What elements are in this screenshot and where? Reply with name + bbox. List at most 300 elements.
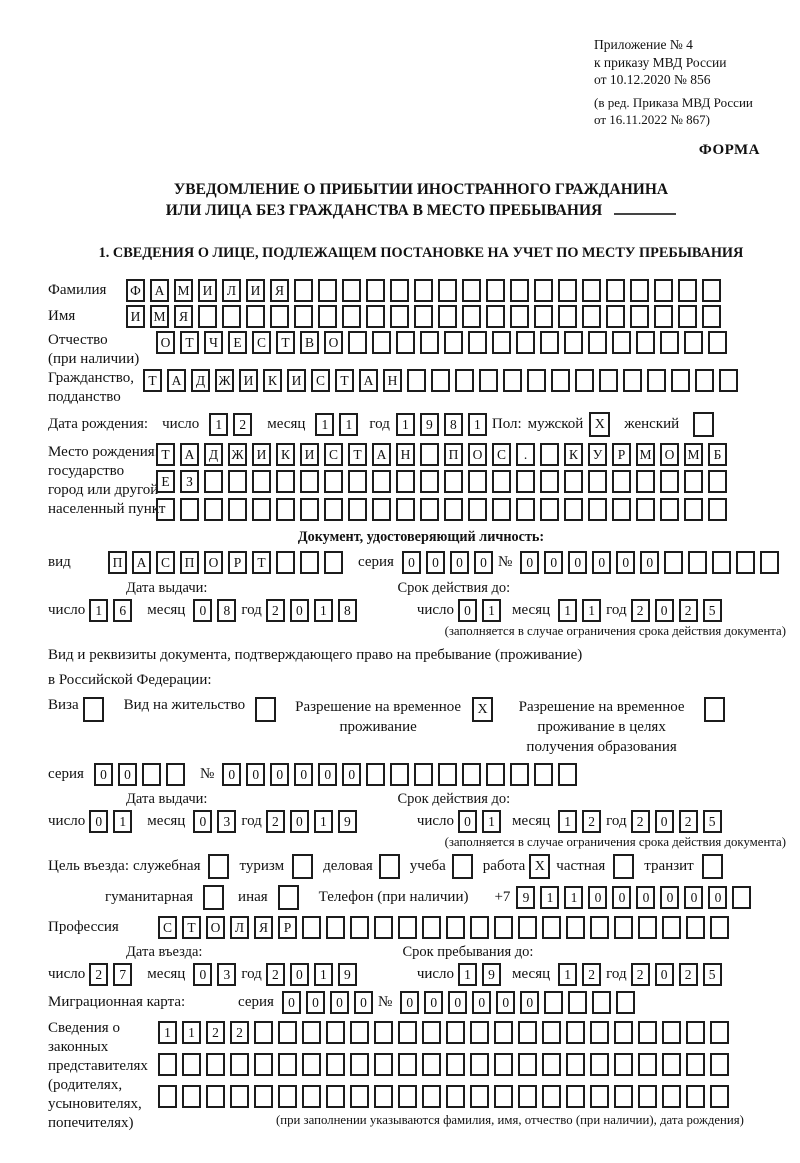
char-box[interactable]: Д	[191, 369, 210, 392]
char-box[interactable]: П	[108, 551, 127, 574]
official-checkbox[interactable]	[208, 854, 229, 879]
char-box[interactable]	[494, 916, 513, 939]
char-box[interactable]: 1	[482, 599, 501, 622]
char-box[interactable]: 1	[339, 413, 358, 436]
char-box[interactable]	[590, 916, 609, 939]
char-box[interactable]: Ж	[228, 443, 247, 466]
char-box[interactable]	[446, 1021, 465, 1044]
char-box[interactable]	[542, 1053, 561, 1076]
char-box[interactable]: А	[132, 551, 151, 574]
char-box[interactable]: 0	[684, 886, 703, 909]
char-box[interactable]	[166, 763, 185, 786]
char-box[interactable]: 0	[592, 551, 611, 574]
char-box[interactable]: 1	[564, 886, 583, 909]
char-box[interactable]	[206, 1085, 225, 1108]
char-box[interactable]: 8	[444, 413, 463, 436]
char-box[interactable]	[518, 1053, 537, 1076]
char-box[interactable]	[468, 470, 487, 493]
char-box[interactable]	[422, 1021, 441, 1044]
char-box[interactable]	[590, 1053, 609, 1076]
humanitarian-checkbox[interactable]	[203, 885, 224, 910]
char-box[interactable]	[494, 1021, 513, 1044]
char-box[interactable]: 0	[318, 763, 337, 786]
char-box[interactable]	[486, 305, 505, 328]
char-box[interactable]	[686, 1053, 705, 1076]
char-box[interactable]	[422, 1053, 441, 1076]
char-box[interactable]	[732, 886, 751, 909]
char-box[interactable]: М	[636, 443, 655, 466]
char-box[interactable]: 0	[193, 599, 212, 622]
business-checkbox[interactable]	[379, 854, 400, 879]
char-box[interactable]	[664, 551, 683, 574]
char-box[interactable]	[446, 916, 465, 939]
char-box[interactable]: К	[276, 443, 295, 466]
char-box[interactable]: Л	[222, 279, 241, 302]
char-box[interactable]	[710, 1053, 729, 1076]
char-box[interactable]	[492, 331, 511, 354]
char-box[interactable]: 0	[342, 763, 361, 786]
char-box[interactable]	[374, 916, 393, 939]
char-box[interactable]	[342, 305, 361, 328]
char-box[interactable]: 0	[496, 991, 515, 1014]
char-box[interactable]: 0	[458, 810, 477, 833]
char-box[interactable]: 5	[703, 599, 722, 622]
char-box[interactable]	[684, 498, 703, 521]
char-box[interactable]	[760, 551, 779, 574]
char-box[interactable]	[540, 443, 559, 466]
char-box[interactable]	[414, 305, 433, 328]
char-box[interactable]: Т	[143, 369, 162, 392]
other-checkbox[interactable]	[278, 885, 299, 910]
char-box[interactable]	[630, 279, 649, 302]
char-box[interactable]: 2	[631, 599, 650, 622]
char-box[interactable]	[678, 279, 697, 302]
char-box[interactable]	[612, 470, 631, 493]
char-box[interactable]: 1	[209, 413, 228, 436]
char-box[interactable]	[302, 1021, 321, 1044]
char-box[interactable]	[396, 470, 415, 493]
char-box[interactable]	[662, 916, 681, 939]
char-box[interactable]	[446, 1053, 465, 1076]
char-box[interactable]	[542, 916, 561, 939]
study-checkbox[interactable]	[452, 854, 473, 879]
char-box[interactable]	[462, 763, 481, 786]
char-box[interactable]	[710, 1085, 729, 1108]
char-box[interactable]: 0	[89, 810, 108, 833]
char-box[interactable]: 0	[588, 886, 607, 909]
char-box[interactable]: 0	[306, 991, 325, 1014]
char-box[interactable]	[270, 305, 289, 328]
char-box[interactable]: 0	[222, 763, 241, 786]
char-box[interactable]	[568, 991, 587, 1014]
char-box[interactable]: 8	[217, 599, 236, 622]
char-box[interactable]	[616, 991, 635, 1014]
char-box[interactable]: С	[252, 331, 271, 354]
char-box[interactable]	[326, 1053, 345, 1076]
female-checkbox[interactable]	[693, 412, 714, 437]
char-box[interactable]: 1	[113, 810, 132, 833]
char-box[interactable]	[606, 279, 625, 302]
char-box[interactable]	[398, 1085, 417, 1108]
char-box[interactable]	[588, 331, 607, 354]
char-box[interactable]	[318, 279, 337, 302]
residence-permit-checkbox[interactable]	[255, 697, 276, 722]
char-box[interactable]	[142, 763, 161, 786]
char-box[interactable]	[228, 470, 247, 493]
char-box[interactable]: А	[359, 369, 378, 392]
char-box[interactable]	[671, 369, 690, 392]
char-box[interactable]: С	[492, 443, 511, 466]
char-box[interactable]	[414, 279, 433, 302]
char-box[interactable]	[302, 1085, 321, 1108]
char-box[interactable]	[647, 369, 666, 392]
char-box[interactable]: 0	[612, 886, 631, 909]
char-box[interactable]	[326, 1085, 345, 1108]
char-box[interactable]: 1	[396, 413, 415, 436]
char-box[interactable]	[540, 470, 559, 493]
char-box[interactable]: А	[150, 279, 169, 302]
char-box[interactable]: 2	[679, 963, 698, 986]
char-box[interactable]: 1	[314, 963, 333, 986]
char-box[interactable]	[712, 551, 731, 574]
char-box[interactable]: 0	[520, 551, 539, 574]
char-box[interactable]: 2	[679, 599, 698, 622]
char-box[interactable]	[662, 1021, 681, 1044]
char-box[interactable]	[366, 279, 385, 302]
char-box[interactable]: И	[287, 369, 306, 392]
char-box[interactable]	[431, 369, 450, 392]
char-box[interactable]	[302, 1053, 321, 1076]
char-box[interactable]	[350, 1085, 369, 1108]
char-box[interactable]	[276, 498, 295, 521]
char-box[interactable]: 2	[230, 1021, 249, 1044]
char-box[interactable]	[510, 763, 529, 786]
char-box[interactable]	[350, 916, 369, 939]
char-box[interactable]: 2	[89, 963, 108, 986]
char-box[interactable]	[156, 498, 175, 521]
char-box[interactable]	[636, 331, 655, 354]
char-box[interactable]	[444, 470, 463, 493]
char-box[interactable]	[654, 279, 673, 302]
char-box[interactable]	[276, 470, 295, 493]
char-box[interactable]: .	[516, 443, 535, 466]
char-box[interactable]: У	[588, 443, 607, 466]
char-box[interactable]: О	[660, 443, 679, 466]
char-box[interactable]: Ж	[215, 369, 234, 392]
char-box[interactable]	[688, 551, 707, 574]
char-box[interactable]: 0	[450, 551, 469, 574]
char-box[interactable]	[486, 279, 505, 302]
char-box[interactable]: И	[198, 279, 217, 302]
char-box[interactable]	[294, 279, 313, 302]
char-box[interactable]	[558, 305, 577, 328]
char-box[interactable]	[564, 331, 583, 354]
char-box[interactable]	[479, 369, 498, 392]
char-box[interactable]: Я	[174, 305, 193, 328]
char-box[interactable]: Т	[276, 331, 295, 354]
char-box[interactable]	[446, 1085, 465, 1108]
char-box[interactable]: Ф	[126, 279, 145, 302]
char-box[interactable]	[396, 498, 415, 521]
char-box[interactable]	[372, 470, 391, 493]
char-box[interactable]: 2	[233, 413, 252, 436]
tourism-checkbox[interactable]	[292, 854, 313, 879]
char-box[interactable]	[444, 498, 463, 521]
char-box[interactable]	[422, 1085, 441, 1108]
char-box[interactable]	[614, 916, 633, 939]
char-box[interactable]	[254, 1053, 273, 1076]
char-box[interactable]	[614, 1053, 633, 1076]
temp-residence-edu-checkbox[interactable]	[704, 697, 725, 722]
char-box[interactable]	[702, 305, 721, 328]
char-box[interactable]	[503, 369, 522, 392]
char-box[interactable]	[252, 470, 271, 493]
char-box[interactable]	[407, 369, 426, 392]
char-box[interactable]: 0	[270, 763, 289, 786]
char-box[interactable]: 0	[544, 551, 563, 574]
char-box[interactable]	[518, 1085, 537, 1108]
char-box[interactable]	[180, 498, 199, 521]
char-box[interactable]: О	[204, 551, 223, 574]
char-box[interactable]	[326, 1021, 345, 1044]
char-box[interactable]	[470, 1021, 489, 1044]
char-box[interactable]: 1	[182, 1021, 201, 1044]
char-box[interactable]	[566, 1021, 585, 1044]
char-box[interactable]	[278, 1021, 297, 1044]
char-box[interactable]	[662, 1053, 681, 1076]
char-box[interactable]: 2	[266, 810, 285, 833]
char-box[interactable]: 9	[420, 413, 439, 436]
char-box[interactable]	[470, 916, 489, 939]
char-box[interactable]	[736, 551, 755, 574]
char-box[interactable]	[374, 1053, 393, 1076]
char-box[interactable]	[612, 498, 631, 521]
char-box[interactable]: 3	[217, 963, 236, 986]
char-box[interactable]: П	[180, 551, 199, 574]
char-box[interactable]	[590, 1021, 609, 1044]
char-box[interactable]: 9	[482, 963, 501, 986]
char-box[interactable]: Т	[180, 331, 199, 354]
private-checkbox[interactable]	[613, 854, 634, 879]
char-box[interactable]: П	[444, 443, 463, 466]
char-box[interactable]	[278, 1053, 297, 1076]
char-box[interactable]: М	[174, 279, 193, 302]
char-box[interactable]: И	[246, 279, 265, 302]
char-box[interactable]	[623, 369, 642, 392]
char-box[interactable]: 9	[338, 810, 357, 833]
char-box[interactable]	[420, 443, 439, 466]
char-box[interactable]	[318, 305, 337, 328]
char-box[interactable]	[566, 1085, 585, 1108]
char-box[interactable]: 9	[516, 886, 535, 909]
char-box[interactable]	[708, 470, 727, 493]
char-box[interactable]	[420, 498, 439, 521]
char-box[interactable]: Л	[230, 916, 249, 939]
char-box[interactable]: 1	[458, 963, 477, 986]
char-box[interactable]	[422, 916, 441, 939]
temp-residence-checkbox[interactable]: X	[472, 697, 493, 722]
char-box[interactable]: 1	[558, 810, 577, 833]
char-box[interactable]: 0	[568, 551, 587, 574]
char-box[interactable]	[254, 1021, 273, 1044]
char-box[interactable]: О	[206, 916, 225, 939]
char-box[interactable]: 1	[558, 599, 577, 622]
char-box[interactable]	[678, 305, 697, 328]
char-box[interactable]	[686, 1085, 705, 1108]
char-box[interactable]: З	[180, 470, 199, 493]
char-box[interactable]: Р	[278, 916, 297, 939]
char-box[interactable]	[324, 498, 343, 521]
char-box[interactable]	[372, 331, 391, 354]
char-box[interactable]	[230, 1053, 249, 1076]
char-box[interactable]	[566, 916, 585, 939]
char-box[interactable]: 1	[482, 810, 501, 833]
char-box[interactable]	[708, 498, 727, 521]
char-box[interactable]: 0	[290, 599, 309, 622]
char-box[interactable]: 1	[314, 599, 333, 622]
char-box[interactable]	[564, 498, 583, 521]
char-box[interactable]: Р	[228, 551, 247, 574]
char-box[interactable]: 0	[290, 810, 309, 833]
char-box[interactable]	[198, 305, 217, 328]
char-box[interactable]	[350, 1053, 369, 1076]
char-box[interactable]	[710, 916, 729, 939]
char-box[interactable]: М	[684, 443, 703, 466]
char-box[interactable]: 1	[558, 963, 577, 986]
char-box[interactable]	[348, 498, 367, 521]
char-box[interactable]: 6	[113, 599, 132, 622]
char-box[interactable]	[564, 470, 583, 493]
char-box[interactable]: 0	[294, 763, 313, 786]
char-box[interactable]: 9	[338, 963, 357, 986]
char-box[interactable]: Т	[348, 443, 367, 466]
char-box[interactable]	[372, 498, 391, 521]
char-box[interactable]	[300, 551, 319, 574]
char-box[interactable]: 2	[206, 1021, 225, 1044]
char-box[interactable]	[228, 498, 247, 521]
char-box[interactable]	[276, 551, 295, 574]
char-box[interactable]: Р	[612, 443, 631, 466]
char-box[interactable]	[438, 763, 457, 786]
char-box[interactable]: А	[180, 443, 199, 466]
char-box[interactable]: В	[300, 331, 319, 354]
char-box[interactable]: 2	[582, 963, 601, 986]
char-box[interactable]: 3	[217, 810, 236, 833]
char-box[interactable]	[390, 279, 409, 302]
char-box[interactable]	[462, 305, 481, 328]
male-checkbox[interactable]: X	[589, 412, 610, 437]
char-box[interactable]: 7	[113, 963, 132, 986]
char-box[interactable]	[468, 331, 487, 354]
char-box[interactable]: Н	[383, 369, 402, 392]
char-box[interactable]: 0	[655, 963, 674, 986]
char-box[interactable]: 0	[636, 886, 655, 909]
char-box[interactable]: 0	[193, 810, 212, 833]
char-box[interactable]: 2	[631, 810, 650, 833]
char-box[interactable]: 0	[520, 991, 539, 1014]
char-box[interactable]	[204, 470, 223, 493]
char-box[interactable]: О	[468, 443, 487, 466]
char-box[interactable]	[558, 763, 577, 786]
char-box[interactable]	[638, 1053, 657, 1076]
char-box[interactable]	[438, 279, 457, 302]
char-box[interactable]	[510, 279, 529, 302]
char-box[interactable]: 1	[582, 599, 601, 622]
char-box[interactable]	[324, 551, 343, 574]
char-box[interactable]	[660, 331, 679, 354]
char-box[interactable]	[455, 369, 474, 392]
char-box[interactable]	[486, 763, 505, 786]
char-box[interactable]	[350, 1021, 369, 1044]
char-box[interactable]: 1	[468, 413, 487, 436]
char-box[interactable]: 0	[616, 551, 635, 574]
char-box[interactable]	[638, 916, 657, 939]
char-box[interactable]: 0	[354, 991, 373, 1014]
char-box[interactable]	[254, 1085, 273, 1108]
char-box[interactable]	[348, 470, 367, 493]
char-box[interactable]	[684, 331, 703, 354]
char-box[interactable]	[582, 305, 601, 328]
char-box[interactable]: 0	[472, 991, 491, 1014]
char-box[interactable]	[542, 1021, 561, 1044]
char-box[interactable]	[662, 1085, 681, 1108]
char-box[interactable]: 0	[448, 991, 467, 1014]
char-box[interactable]	[326, 916, 345, 939]
char-box[interactable]	[470, 1053, 489, 1076]
char-box[interactable]: 0	[458, 599, 477, 622]
char-box[interactable]	[294, 305, 313, 328]
char-box[interactable]	[708, 331, 727, 354]
char-box[interactable]: 0	[282, 991, 301, 1014]
char-box[interactable]	[551, 369, 570, 392]
char-box[interactable]: 0	[330, 991, 349, 1014]
char-box[interactable]	[542, 1085, 561, 1108]
char-box[interactable]	[588, 498, 607, 521]
char-box[interactable]	[230, 1085, 249, 1108]
char-box[interactable]	[300, 470, 319, 493]
char-box[interactable]	[222, 305, 241, 328]
char-box[interactable]	[390, 305, 409, 328]
char-box[interactable]	[612, 331, 631, 354]
char-box[interactable]	[468, 498, 487, 521]
char-box[interactable]	[444, 331, 463, 354]
char-box[interactable]: Е	[228, 331, 247, 354]
char-box[interactable]: Т	[335, 369, 354, 392]
char-box[interactable]	[324, 470, 343, 493]
char-box[interactable]	[396, 331, 415, 354]
char-box[interactable]: 0	[290, 963, 309, 986]
char-box[interactable]	[636, 498, 655, 521]
char-box[interactable]	[544, 991, 563, 1014]
char-box[interactable]: 5	[703, 810, 722, 833]
char-box[interactable]: 0	[426, 551, 445, 574]
char-box[interactable]: Т	[182, 916, 201, 939]
char-box[interactable]	[558, 279, 577, 302]
char-box[interactable]	[366, 305, 385, 328]
char-box[interactable]	[540, 498, 559, 521]
char-box[interactable]: Я	[270, 279, 289, 302]
char-box[interactable]: О	[156, 331, 175, 354]
char-box[interactable]	[660, 470, 679, 493]
char-box[interactable]	[158, 1085, 177, 1108]
char-box[interactable]	[398, 1021, 417, 1044]
char-box[interactable]: 1	[314, 810, 333, 833]
char-box[interactable]	[510, 305, 529, 328]
char-box[interactable]	[494, 1053, 513, 1076]
char-box[interactable]: 2	[631, 963, 650, 986]
char-box[interactable]	[182, 1085, 201, 1108]
char-box[interactable]: 0	[424, 991, 443, 1014]
